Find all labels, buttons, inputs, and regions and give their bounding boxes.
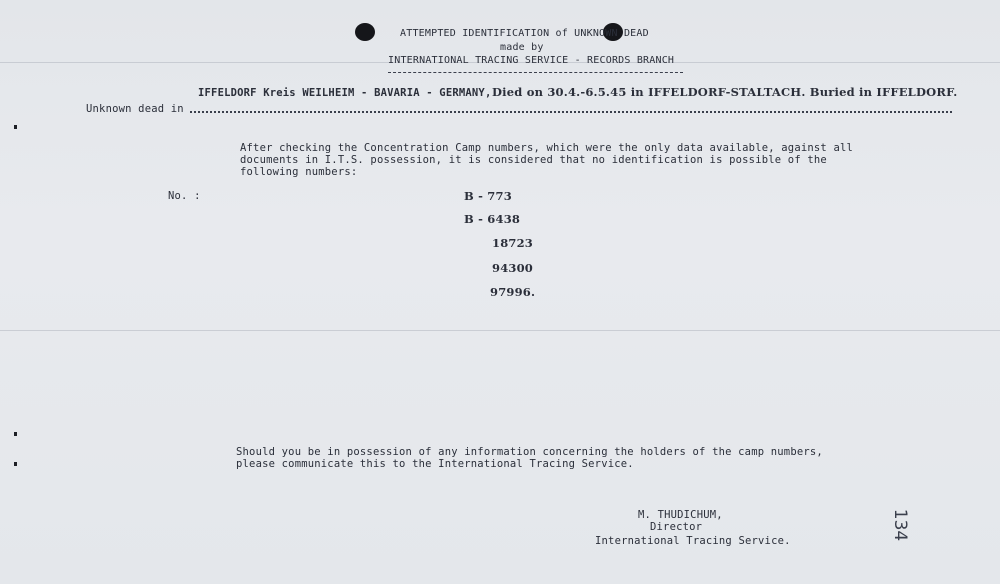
body-line-3: following numbers: — [240, 166, 358, 178]
margin-mark — [14, 462, 17, 466]
signature-title: Director — [650, 521, 703, 533]
signature-organization: International Tracing Service. — [595, 535, 791, 547]
subject-location: IFFELDORF Kreis WEILHEIM - BAVARIA - GERMANY, — [198, 87, 492, 99]
numbers-label: No. : — [168, 190, 201, 202]
camp-number: B - 6438 — [464, 212, 521, 226]
page-number: 134 — [890, 508, 911, 542]
margin-mark — [14, 125, 17, 129]
signature-name: M. THUDICHUM, — [638, 509, 723, 521]
fold-line — [0, 330, 1000, 331]
closing-line-1: Should you be in possession of any information concerning the holders of the camp numbers, — [236, 446, 823, 458]
punch-hole — [355, 23, 375, 41]
subject-label: Unknown dead in — [86, 103, 184, 115]
header-underline — [388, 72, 683, 73]
header-made-by: made by — [500, 42, 544, 53]
header-organization: INTERNATIONAL TRACING SERVICE - RECORDS BRANCH — [388, 55, 675, 66]
camp-number: 97996. — [490, 285, 536, 299]
body-line-1: After checking the Concentration Camp numbers, which were the only data available, against all — [240, 142, 854, 154]
subject-handwritten-note: Died on 30.4.-6.5.45 in IFFELDORF-STALTACH. Buried in IFFELDORF. — [492, 85, 958, 99]
header-title: ATTEMPTED IDENTIFICATION of UNKNOWN DEAD — [400, 28, 649, 39]
camp-number: 18723 — [492, 236, 534, 250]
margin-mark — [14, 432, 17, 436]
closing-line-2: please communicate this to the International Tracing Service. — [236, 458, 634, 470]
body-line-2: documents in I.T.S. possession, it is considered that no identification is possible of the — [240, 154, 827, 166]
camp-number: 94300 — [492, 261, 534, 275]
subject-dotted-line — [190, 111, 952, 113]
camp-number: B - 773 — [464, 189, 512, 203]
